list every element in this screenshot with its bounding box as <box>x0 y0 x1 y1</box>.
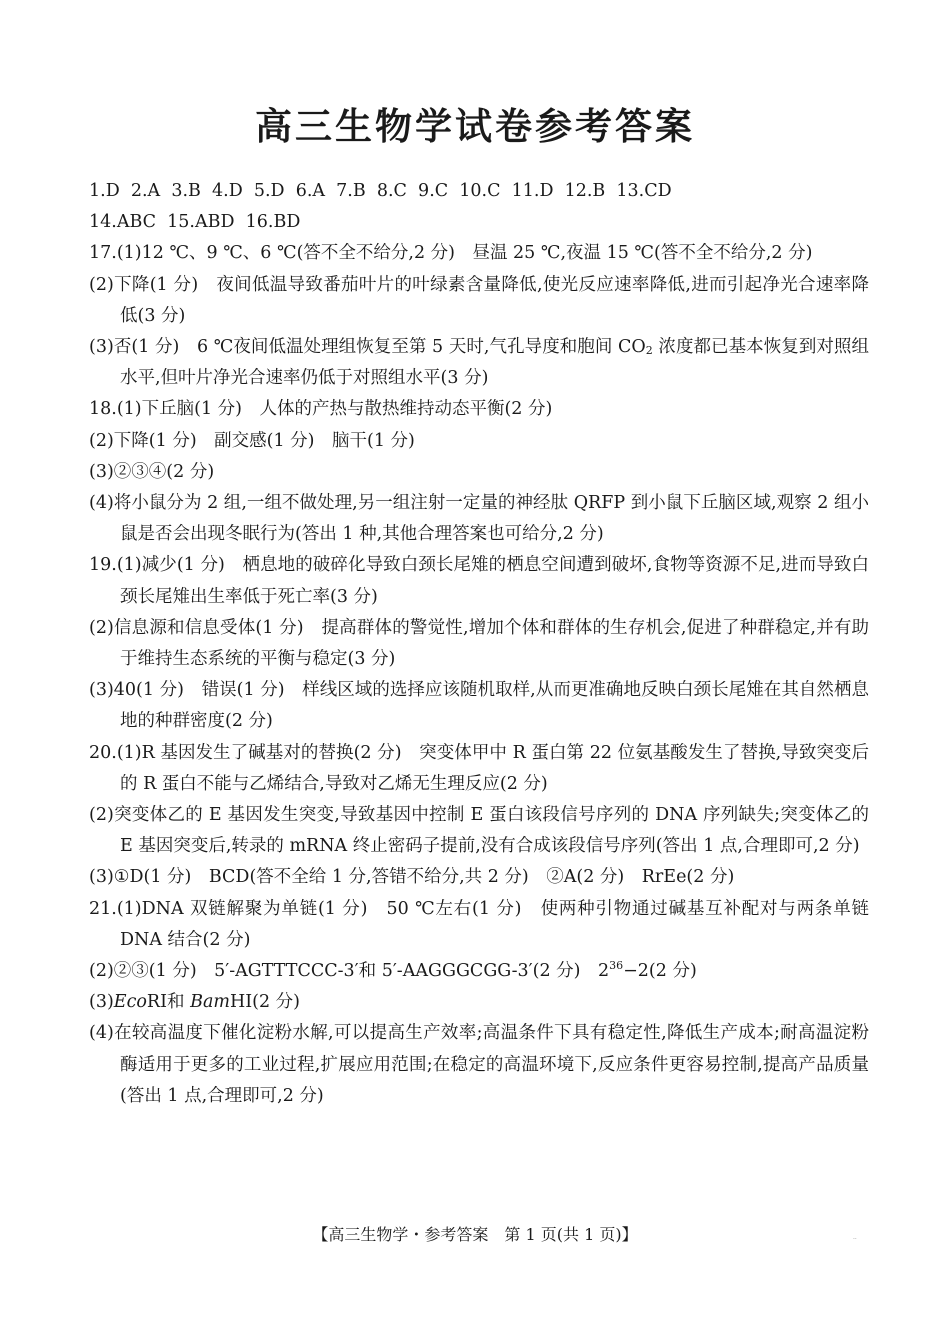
page-footer: 【高三生物学・参考答案 第 1 页(共 1 页)】 <box>312 1225 638 1244</box>
q20-part-3: (3)①D(1 分) BCD(答不全给 1 分,答错不给分,共 2 分) ②A(2 分) RrEe(2 分) <box>89 867 735 888</box>
q21-part-2-text-a: (2)②③(1 分) 5′-AGTTTCCC-3′和 5′-AAGGGCGG-3′(2 分) 2 <box>89 961 610 982</box>
question-17 <box>89 238 869 394</box>
q21-part-1: 21.(1)DNA 双链解聚为单链(1 分) 50 ℃左右(1 分) 使两种引物通过碱基互补配对与两条单链 DNA 结合(2 分) <box>89 898 869 950</box>
q17-part-3-text-a: (3)否(1 分) 6 ℃夜间低温处理组恢复至第 5 天时,气孔导度和胞间 CO <box>89 337 646 358</box>
exponent: 36 <box>609 959 624 973</box>
question-20 <box>89 738 869 894</box>
page-title: 高三生物学试卷参考答案 <box>255 105 695 148</box>
q21-part-3-text-2: HⅠ(2 分) <box>229 992 300 1013</box>
q21-part-4: (4)在较高温度下催化淀粉水解,可以提高生产效率;高温条件下具有稳定性,降低生产成本;耐高温淀粉酶适用于更多的工业过程,扩展应用范围;在稳定的高温环境下,反应条件更容易控制,提高产品质量(答出 1 点,合理即可,2 分) <box>89 1023 870 1106</box>
q18-part-1: 18.(1)下丘脑(1 分) 人体的产热与散热维持动态平衡(2 分) <box>89 399 553 420</box>
mc-answers-row-1: 1.D 2.A 3.B 4.D 5.D 6.A 7.B 8.C 9.C 10.C 11.D 12.B 13.CD <box>89 181 672 201</box>
corner-mark: .. <box>853 1234 857 1241</box>
q21-part-2-text-b: −2(2 分) <box>623 961 697 982</box>
q18-part-3: (3)②③④(2 分) <box>89 461 215 482</box>
q19-part-3: (3)40(1 分) 错误(1 分) 样线区域的选择应该随机取样,从而更准确地反映白颈长尾雉在其自然栖息地的种群密度(2 分) <box>89 680 869 732</box>
question-21 <box>89 894 869 1112</box>
q21-part-3-text-1: RⅠ和 <box>146 992 191 1013</box>
q17-part-2: (2)下降(1 分) 夜间低温导致番茄叶片的叶绿素含量降低,使光反应速率降低,进而引起净光合速率降低(3 分) <box>89 274 869 326</box>
q18-part-4: (4)将小鼠分为 2 组,一组不做处理,另一组注射一定量的神经肽 QRFP 到小鼠下丘脑区域,观察 2 组小鼠是否会出现冬眠行为(答出 1 种,其他合理答案也可给分,2 分) <box>89 493 869 545</box>
q17-part-1: 17.(1)12 ℃、9 ℃、6 ℃(答不全不给分,2 分) 昼温 25 ℃,夜温 15 ℃(答不全不给分,2 分) <box>89 243 813 264</box>
q17-part-3-text-b: 浓度都已基本恢复到对照组水平,但叶片净光合速率仍低于对照组水平(3 分) <box>120 337 869 389</box>
q20-part-1: 20.(1)R 基因发生了碱基对的替换(2 分) 突变体甲中 R 蛋白第 22 位氨基酸发生了替换,导致突变后的 R 蛋白不能与乙烯结合,导致对乙烯无生理反应(2 分) <box>89 742 869 794</box>
q19-part-1: 19.(1)减少(1 分) 栖息地的破碎化导致白颈长尾雉的栖息空间遭到破坏,食物等资源不足,进而导致白颈长尾雉出生率低于死亡率(3 分) <box>89 555 869 607</box>
co2-subscript: 2 <box>645 344 653 358</box>
q18-part-2: (2)下降(1 分) 副交感(1 分) 脑干(1 分) <box>89 430 415 451</box>
q20-part-2: (2)突变体乙的 E 基因发生突变,导致基因中控制 E 蛋白该段信号序列的 DNA 序列缺失;突变体乙的 E 基因突变后,转录的 mRNA 终止密码子提前,没有合成该段信号序列(答出 1 点,合理即可,2 分) <box>89 805 869 857</box>
q21-part-3 <box>89 987 869 1018</box>
q17-part-3 <box>89 332 869 394</box>
enzyme-bam-italic: Bam <box>190 992 230 1013</box>
answer-content <box>89 176 869 1112</box>
q21-part-3-prefix: (3) <box>89 992 114 1013</box>
question-19 <box>89 550 869 737</box>
mc-answers-row-2: 14.ABC 15.ABD 16.BD <box>89 212 301 233</box>
q21-part-2 <box>89 956 869 987</box>
q19-part-2: (2)信息源和信息受体(1 分) 提高群体的警觉性,增加个体和群体的生存机会,促进了种群稳定,并有助于维持生态系统的平衡与稳定(3 分) <box>89 617 869 670</box>
question-18 <box>89 394 869 550</box>
enzyme-eco-italic: Eco <box>113 992 147 1013</box>
